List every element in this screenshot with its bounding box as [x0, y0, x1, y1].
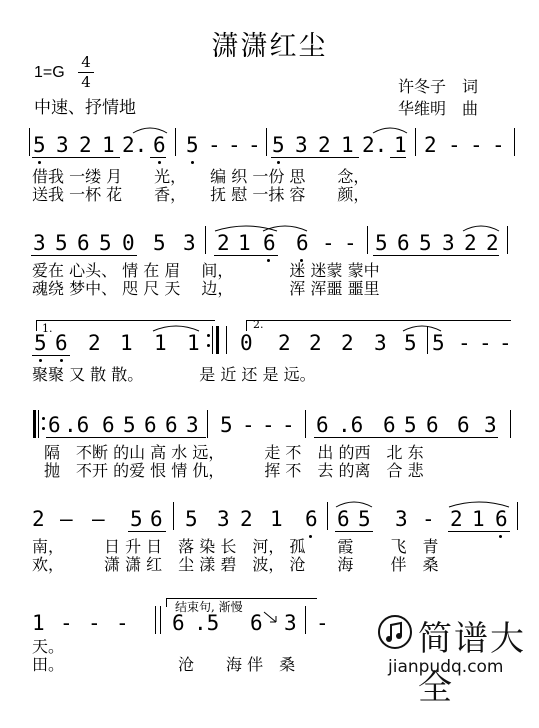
note: 3	[284, 611, 297, 635]
beam	[335, 531, 373, 532]
note: 5	[55, 231, 68, 255]
dash: -	[262, 413, 275, 437]
note: 5	[153, 231, 166, 255]
note: 5	[404, 331, 417, 355]
barline	[226, 326, 227, 354]
dash: -	[422, 507, 435, 531]
note: 6	[55, 331, 68, 355]
note: 5	[130, 507, 143, 531]
barline	[173, 502, 174, 530]
note: 2	[318, 133, 331, 157]
note: 2	[79, 133, 92, 157]
note: 2	[464, 231, 477, 255]
barline	[305, 410, 306, 438]
dash: -	[228, 133, 241, 157]
note: 2	[486, 231, 499, 255]
dash: -	[479, 331, 492, 355]
note: .5	[194, 611, 220, 635]
barline	[517, 502, 518, 530]
note: 6	[263, 231, 276, 255]
note: 5	[186, 133, 199, 157]
note: 6	[316, 413, 329, 437]
note: 6	[48, 413, 61, 437]
lyrics-verse-1: 天。	[32, 637, 65, 656]
volta-bracket-2	[246, 320, 511, 331]
time-signature	[78, 54, 94, 91]
lyrics-verse-1: 借我 一缕 月 光， 编 织 一份 思 念，	[32, 167, 370, 186]
dash: -	[499, 331, 512, 355]
beam	[271, 157, 359, 158]
beam	[214, 255, 278, 256]
note: 1	[270, 507, 283, 531]
note: 6	[383, 413, 396, 437]
logo-url: jianpudq.com	[388, 657, 504, 677]
barline	[510, 410, 511, 438]
note: 3	[56, 133, 69, 157]
barline	[29, 128, 30, 156]
note: 5	[404, 413, 417, 437]
note: 3	[186, 413, 199, 437]
note: 5	[419, 231, 432, 255]
barline	[212, 326, 213, 354]
note: 6	[77, 231, 90, 255]
dash: -	[242, 413, 255, 437]
note: 5	[358, 507, 371, 531]
slur	[372, 126, 408, 134]
song-title: 潇潇红尘	[211, 31, 328, 62]
volta-number-2: 2.	[253, 318, 264, 331]
barline	[415, 128, 416, 156]
barline	[305, 606, 306, 634]
note: 1	[32, 611, 45, 635]
low-octave-dot	[60, 359, 63, 362]
lyrics-verse-2: 抛 不开 的爱 恨 情 仇， 挥 不 去 的离 合 悲	[44, 461, 424, 480]
dash: —	[60, 507, 73, 531]
note: 5	[33, 133, 46, 157]
note: 5	[220, 413, 233, 437]
note: 6	[172, 611, 185, 635]
note: 3	[295, 133, 308, 157]
barline	[205, 226, 206, 254]
note: 3	[395, 507, 408, 531]
barline	[38, 410, 39, 438]
note: 6	[426, 413, 439, 437]
note: 6	[457, 413, 470, 437]
note: 1	[238, 231, 251, 255]
lyrics-ending: 沧 海 伴 桑	[178, 655, 296, 674]
note: 2	[341, 331, 354, 355]
lyrics-verse-1: 爱在 心头、 情 在 眉 间， 迷 迷蒙 蒙中	[32, 261, 380, 280]
beam	[32, 355, 70, 356]
lyrics-verse-1: 隔 不断 的山 高 水 远， 走 不 出 的西 北 东	[44, 443, 424, 462]
low-octave-dot	[158, 161, 161, 164]
lyrics-verse-1: 聚聚 又 散 散。 是 近 还 是 远。	[32, 365, 316, 384]
barline	[266, 128, 267, 156]
barline	[155, 606, 156, 634]
arrow-icon	[262, 610, 280, 626]
slur	[132, 126, 168, 134]
note: .6	[64, 413, 90, 437]
repeat-dot	[207, 344, 210, 347]
note: 3	[484, 413, 497, 437]
barline	[367, 226, 368, 254]
low-octave-dot	[39, 359, 42, 362]
lyrics-verse-2: 欢， 潇 潇 红 尘 漾 碧 波， 沧 海 伴 桑	[32, 555, 439, 574]
repeat-barline	[33, 410, 36, 438]
note: 2	[217, 231, 230, 255]
note: 5	[185, 507, 198, 531]
note: 2	[278, 331, 291, 355]
note: 6	[102, 413, 115, 437]
dash: -	[116, 611, 129, 635]
note: 3	[33, 231, 46, 255]
dash: -	[208, 133, 221, 157]
dash: -	[316, 611, 329, 635]
note: 2	[309, 331, 322, 355]
tempo-marking: 中速、抒情地	[34, 98, 136, 118]
low-octave-dot	[277, 161, 280, 164]
dash: -	[60, 611, 73, 635]
beam	[448, 531, 510, 532]
lyrics-verse-2: 魂绕 梦中、 咫 尺 天 边， 浑 浑噩 噩里	[32, 279, 380, 298]
repeat-dot	[42, 427, 45, 430]
dash: —	[92, 507, 105, 531]
note: 2	[32, 507, 45, 531]
note: 5	[432, 331, 445, 355]
note: 1	[472, 507, 485, 531]
dash: -	[88, 611, 101, 635]
dash: -	[322, 231, 335, 255]
note: 2	[450, 507, 463, 531]
beam	[150, 157, 166, 158]
logo-name: 简谱大全	[418, 619, 526, 708]
note: 6	[305, 507, 318, 531]
note: 5	[99, 231, 112, 255]
note: 2.	[122, 133, 148, 157]
note: 1	[394, 133, 407, 157]
note: 0	[122, 231, 135, 255]
note: 2	[424, 133, 437, 157]
note: 6	[397, 231, 410, 255]
note: 1	[120, 331, 133, 355]
lyricist-credit: 许冬子 词	[398, 77, 479, 96]
note: 6	[165, 413, 178, 437]
note: 6	[153, 133, 166, 157]
note: 0	[240, 331, 253, 355]
low-octave-dot	[38, 161, 41, 164]
note: 6	[250, 611, 263, 635]
lyrics-verse-2: 田。	[32, 655, 65, 674]
dash: -	[470, 133, 483, 157]
note: 5	[272, 133, 285, 157]
dash: -	[248, 133, 261, 157]
repeat-dot	[42, 417, 45, 420]
barline	[327, 502, 328, 530]
note: 6	[296, 231, 309, 255]
dash: -	[344, 231, 357, 255]
note: 5	[34, 331, 47, 355]
repeat-barline	[216, 326, 219, 354]
note: 1	[154, 331, 167, 355]
note: 2.	[362, 133, 388, 157]
note: 1	[187, 331, 200, 355]
beam	[31, 255, 137, 256]
slur	[152, 324, 200, 332]
dash: -	[492, 133, 505, 157]
time-sig-top: 4	[81, 53, 91, 71]
barline	[175, 128, 176, 156]
note: 6	[337, 507, 350, 531]
note: 5	[123, 413, 136, 437]
volta-number-1: 1.	[42, 322, 53, 335]
note: 5	[375, 231, 388, 255]
note: 1	[341, 133, 354, 157]
note: 1	[102, 133, 115, 157]
beam	[390, 157, 406, 158]
time-sig-bottom: 4	[81, 73, 91, 91]
dash: -	[282, 413, 295, 437]
note: 6	[144, 413, 157, 437]
note: 6	[495, 507, 508, 531]
slur	[448, 500, 510, 508]
note: 3	[442, 231, 455, 255]
dash: -	[448, 133, 461, 157]
note: .6	[338, 413, 364, 437]
note: 3	[374, 331, 387, 355]
music-note-icon	[378, 615, 412, 649]
composer-credit: 华维明 曲	[398, 99, 479, 118]
slur	[262, 224, 308, 232]
note: 2	[88, 331, 101, 355]
barline	[207, 410, 208, 438]
repeat-dot	[207, 334, 210, 337]
key-signature: 1=G	[34, 64, 65, 81]
lyrics-verse-2: 送我 一杯 花 香， 抚 慰 一抹 容 颜，	[32, 185, 370, 204]
dash: -	[458, 331, 471, 355]
low-octave-dot	[191, 161, 194, 164]
ending-instruction: 结束句, 渐慢	[175, 600, 243, 614]
slur	[462, 224, 500, 232]
beam	[46, 437, 206, 438]
note: 3	[217, 507, 230, 531]
beam	[373, 255, 499, 256]
note: 3	[183, 231, 196, 255]
note: 2	[240, 507, 253, 531]
barline	[427, 326, 428, 354]
jianpu-logo	[378, 611, 528, 708]
beam	[314, 437, 498, 438]
low-octave-dot	[499, 535, 502, 538]
beam	[128, 531, 166, 532]
barline	[514, 128, 515, 156]
lyrics-verse-1: 南， 日 升 日 落 染 长 河， 孤 霞 飞 青	[32, 537, 439, 556]
slur	[335, 500, 373, 508]
barline	[160, 606, 161, 634]
barline	[507, 226, 508, 254]
beam	[32, 157, 120, 158]
note: 6	[150, 507, 163, 531]
